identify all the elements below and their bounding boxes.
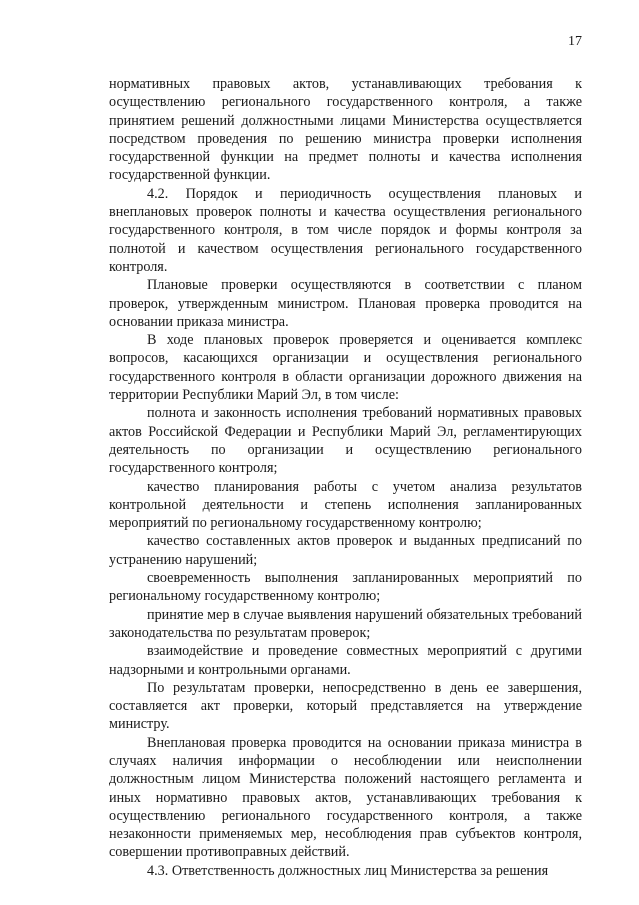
- paragraph-section-4-2: 4.2. Порядок и периодичность осуществления плановых и внеплановых проверок полноты и качества осуществления регионального государственного контроля, в том числе порядок и формы контроля за полнотой и качеством осуществления регионального государственного контроля.: [109, 185, 582, 275]
- paragraph-planned-inspections: Плановые проверки осуществляются в соответствии с планом проверок, утвержденным министром. Плановая проверка проводится на основании приказа министра.: [109, 277, 582, 330]
- list-item-measures: принятие мер в случае выявления нарушений обязательных требований законодательства по результатам проверок;: [109, 606, 582, 641]
- paragraph-inspection-scope: В ходе плановых проверок проверяется и оценивается комплекс вопросов, касающихся организации и осуществления регионального государственного контроля в области организации дорожного движения на территории Республики Марий Эл, в том числе:: [109, 332, 582, 404]
- list-item-planning-quality: качество планирования работы с учетом анализа результатов контрольной деятельности и степень исполнения запланированных мероприятий по региональному государственному контролю;: [109, 478, 582, 532]
- paragraph-unscheduled-inspection: Внеплановая проверка проводится на основании приказа министра в случаях наличия информации о несоблюдении или неисполнении должностным лицом Министерства положений настоящего регламента и иных нормативно правовых актов, устанавливающих требования к осуществлению регионального государственного контроля, а также незаконности применяемых мер, несоблюдения прав субъектов контроля, совершении противоправных действий.: [109, 734, 582, 861]
- paragraph-inspection-act: По результатам проверки, непосредственно в день ее завершения, составляется акт проверки, который представляется на утверждение министру.: [109, 679, 582, 733]
- paragraph-section-4-3: 4.3. Ответственность должностных лиц Министерства за решения: [147, 862, 549, 879]
- list-item-timeliness: своевременность выполнения запланированных мероприятий по региональному государственному контролю;: [109, 570, 582, 605]
- list-item-acts-quality: качество составленных актов проверок и выданных предписаний по устранению нарушений;: [109, 533, 582, 568]
- list-item-cooperation: взаимодействие и проведение совместных мероприятий с другими надзорными и контрольными органами.: [109, 643, 582, 678]
- body-text: [109, 75, 582, 880]
- list-item-completeness: полнота и законность исполнения требований нормативных правовых актов Российской Федерации и Республики Марий Эл, регламентирующих деятельность по организации и осуществлению регионального государственного контроля;: [109, 405, 582, 477]
- page-number: 17: [568, 34, 582, 49]
- paragraph-continuation: нормативных правовых актов, устанавливающих требования к осуществлению регионального государственного контроля, а также принятием решений должностными лицами Министерства осуществляется посредством проведения по решению министра проверки исполнения государственной функции на предмет полноты и качества исполнения государственной функции.: [109, 76, 582, 184]
